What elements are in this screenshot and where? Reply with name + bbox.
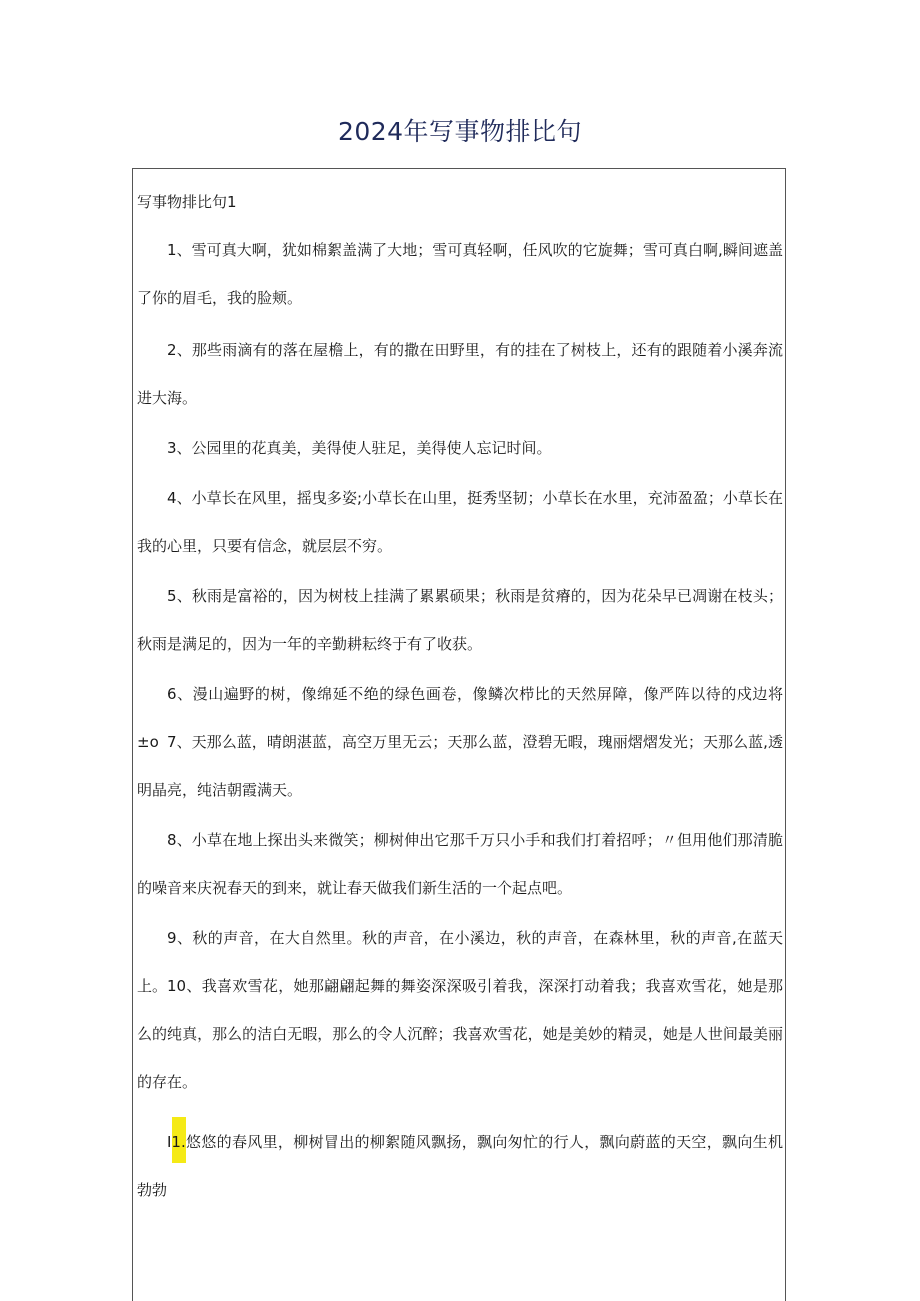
paragraph-6: 6、漫山遍野的树，像绵延不绝的绿色画卷，像鳞次栉比的天然屏障，像严阵以待的戍边将±o	[137, 685, 783, 751]
paragraph-9: 9、秋的声音，在大自然里。秋的声音，在小溪边，秋的声音，在森林里，秋的声音,在蓝天上。	[137, 929, 783, 995]
paragraph-7: 7、天那么蓝，晴朗湛蓝，高空万里无云；天那么蓝，澄碧无暇，瑰丽熠熠发光；天那么蓝,透明晶亮，纯洁朝霞满天。	[137, 733, 783, 799]
paragraph-11: I1.悠悠的春风里，柳树冒出的柳絮随风飘扬，飘向匆忙的行人，飘向蔚蓝的天空，飘向生机勃勃	[137, 1133, 783, 1199]
paragraph-4: 4、小草长在风里，摇曳多姿;小草长在山里，挺秀坚韧；小草长在水里，充沛盈盈；小草长在我的心里，只要有信念，就层层不穷。	[137, 489, 783, 555]
document-title: 2024年写事物排比句	[337, 117, 583, 146]
paragraph-10: 10、我喜欢雪花，她那翩翩起舞的舞姿深深吸引着我，深深打动着我；我喜欢雪花，她是那么的纯真，那么的洁白无暇，那么的令人沉醉；我喜欢雪花，她是美妙的精灵，她是人世间最美丽的存在。	[137, 977, 783, 1091]
section-heading: 写事物排比句1	[137, 193, 237, 211]
paragraph-2: 2、那些雨滴有的落在屋檐上，有的撒在田野里，有的挂在了树枝上，还有的跟随着小溪奔流进大海。	[137, 341, 783, 407]
paragraph-8: 8、小草在地上探出头来微笑；柳树伸出它那千万只小手和我们打着招呼；〃但用他们那清脆的噪音来庆祝春天的到来，就让春天做我们新生活的一个起点吧。	[137, 831, 783, 897]
paragraph-3: 3、公园里的花真美，美得使人驻足，美得使人忘记时间。	[167, 439, 552, 457]
paragraph-5: 5、秋雨是富裕的，因为树枝上挂满了累累硕果；秋雨是贫瘠的，因为花朵早已凋谢在枝头；秋雨是满足的，因为一年的辛勤耕耘终于有了收获。	[137, 587, 783, 653]
paragraph-1: 1、雪可真大啊，犹如棉絮盖满了大地；雪可真轻啊，任风吹的它旋舞；雪可真白啊,瞬间遮盖了你的眉毛，我的脸颊。	[137, 241, 783, 307]
